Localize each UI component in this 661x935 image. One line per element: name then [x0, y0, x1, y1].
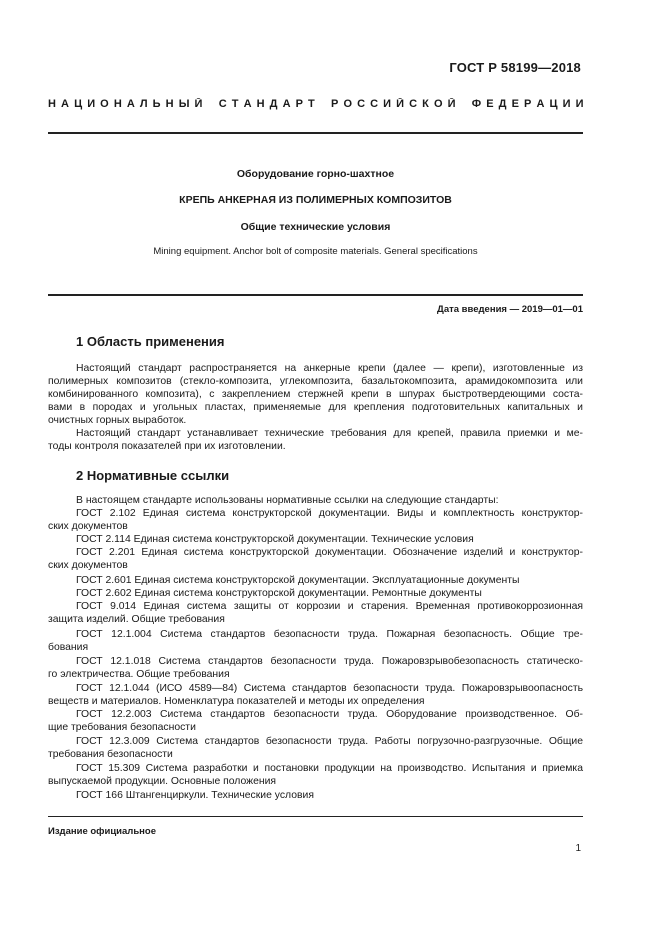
text-line: ГОСТ 2.102 Единая система конструкторской документации. Виды и комплектность конструктор-	[76, 508, 583, 519]
text-line: тоды контроля показателей при их изготовлении.	[48, 441, 286, 452]
text-line: ГОСТ 2.201 Единая система конструкторской документации. Обозначение изделий и конструктор-	[76, 547, 583, 558]
section-heading-scope: 1 Область применения	[76, 334, 225, 349]
edition-label: Издание официальное	[48, 826, 156, 837]
document-number: ГОСТ Р 58199—2018	[449, 60, 581, 75]
text-line: Настоящий стандарт устанавливает технические требования для крепей, правила приемки и ме-	[76, 428, 583, 439]
text-line: ГОСТ 12.1.044 (ИСО 4589—84) Система стандартов безопасности труда. Пожаровзрывоопасность	[76, 683, 583, 694]
text-line: бования	[48, 642, 89, 653]
text-line: очистных горных выработок.	[48, 415, 187, 426]
text-line: ГОСТ 12.1.004 Система стандартов безопасности труда. Пожарная безопасность. Общие тре-	[76, 629, 583, 640]
text-line: ГОСТ 166 Штангенциркули. Технические условия	[76, 790, 314, 801]
text-line: требования безопасности	[48, 749, 173, 760]
text-line: щие требования безопасности	[48, 722, 196, 733]
text-line: ГОСТ 2.602 Единая система конструкторской документации. Ремонтные документы	[76, 588, 482, 599]
page-number: 1	[575, 843, 581, 854]
text-line: выпускаемой продукции. Основные положения	[48, 776, 277, 787]
intro-date: Дата введения — 2019—01—01	[437, 304, 583, 315]
text-line: ГОСТ 12.3.009 Система стандартов безопасности труда. Работы погрузочно-разгрузочные. Общие	[76, 736, 583, 747]
text-line: ГОСТ 12.2.003 Система стандартов безопасности труда. Оборудование производственное. Об-	[76, 709, 583, 720]
text-line: ских документов	[48, 521, 128, 532]
text-line: ГОСТ 2.601 Единая система конструкторской документации. Эксплуатационные документы	[76, 575, 520, 586]
english-title: Mining equipment. Anchor bolt of composite materials. General specifications	[153, 246, 478, 257]
national-standard-banner: Н А Ц И О Н А Л Ь Н Ы Й С Т А Н Д А Р Т Р О С С И Й С К О Й Ф Е Д Е Р А Ц И И	[48, 98, 584, 110]
text-line: комбинированного композита), с закреплением стержней крепи в шпурах быстротвердеющими соста-	[48, 389, 583, 400]
text-line: ских документов	[48, 560, 128, 571]
text-line: ГОСТ 9.014 Единая система защиты от коррозии и старения. Временная противокоррозионная	[76, 601, 583, 612]
text-line: ГОСТ 15.309 Система разработки и постановки продукции на производство. Испытания и приемка	[76, 763, 583, 774]
text-line: веществ и материалов. Номенклатура показателей и методы их определения	[48, 696, 425, 707]
text-line: полимерных композитов (стекло-композита, углекомпозита, базальтокомпозита, арамидокомпозита или	[48, 376, 583, 387]
text-line: ГОСТ 12.1.018 Система стандартов безопасности труда. Пожаровзрывобезопасность статическо-	[76, 656, 583, 667]
section-heading-references: 2 Нормативные ссылки	[76, 468, 230, 483]
text-line: го электричества. Общие требования	[48, 669, 230, 680]
document-spec: Общие технические условия	[240, 221, 391, 233]
document-title: КРЕПЬ АНКЕРНАЯ ИЗ ПОЛИМЕРНЫХ КОМПОЗИТОВ	[179, 194, 452, 206]
text-line: защита изделий. Общие требования	[48, 614, 225, 625]
text-line: В настоящем стандарте использованы нормативные ссылки на следующие стандарты:	[76, 495, 499, 506]
text-line: Настоящий стандарт распространяется на анкерные крепи (далее — крепи), изготовленные из	[76, 363, 583, 374]
top-divider	[48, 132, 583, 134]
text-line: вами в породах и угольных пластах, применяемые для крепления подготовительных капитальных и	[48, 402, 583, 413]
footer-divider	[48, 816, 583, 817]
text-line: ГОСТ 2.114 Единая система конструкторской документации. Технические условия	[76, 534, 474, 545]
document-subtitle: Оборудование горно-шахтное	[236, 168, 395, 180]
title-divider	[48, 294, 583, 296]
